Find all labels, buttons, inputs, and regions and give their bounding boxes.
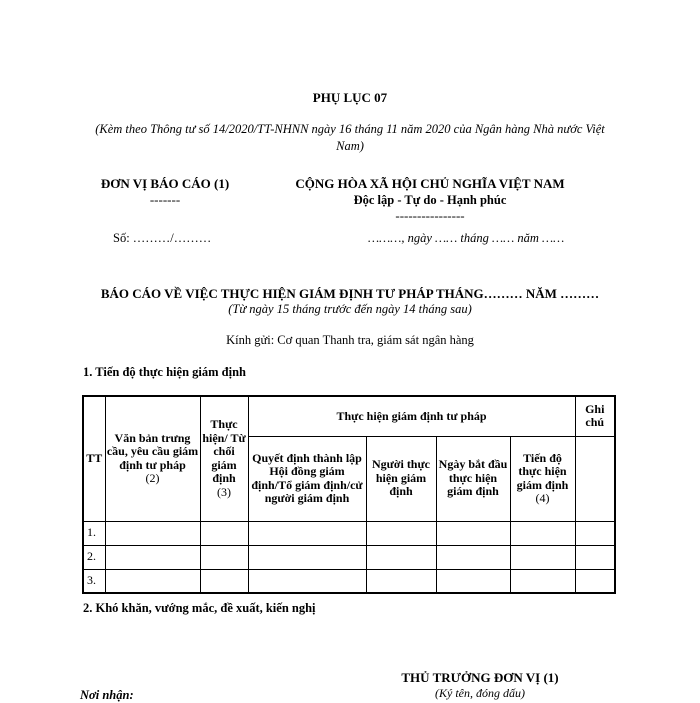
recipient-line: Kính gửi: Cơ quan Thanh tra, giám sát ngân hàng <box>226 333 474 347</box>
header-progress-number: (4) <box>535 491 550 505</box>
header-decision: Quyết định thành lập Hội đồng giám định/Tổ giám định/cử người giám định <box>248 436 366 521</box>
country-name: CỘNG HÒA XÃ HỘI CHỦ NGHĨA VIỆT NAM <box>295 176 565 191</box>
table-row <box>83 569 615 593</box>
table-cell <box>366 521 436 545</box>
header-note-blank <box>575 436 615 521</box>
table-cell <box>575 545 615 569</box>
header-start-date: Ngày bắt đầu thực hiện giám định <box>436 436 510 521</box>
table-cell <box>200 569 248 593</box>
legal-basis-note: (Kèm theo Thông tư số 14/2020/TT-NHNN ngày 16 tháng 11 năm 2020 của Ngân hàng Nhà nước Việt Nam) <box>95 122 605 153</box>
row-number: 3. <box>83 569 105 593</box>
header-tt: TT <box>83 396 105 521</box>
appendix-title: PHỤ LỤC 07 <box>312 90 388 105</box>
report-period: (Từ ngày 15 tháng trước đến ngày 14 tháng sau) <box>228 302 472 316</box>
table-cell <box>436 545 510 569</box>
table-cell <box>105 521 200 545</box>
table-cell <box>575 569 615 593</box>
header-progress-label: Tiến độ thực hiện giám định <box>516 450 569 492</box>
signer-note: (Ký tên, đóng dấu) <box>435 686 525 700</box>
table-cell <box>105 569 200 593</box>
national-header-block <box>265 176 595 224</box>
table-cell <box>510 545 575 569</box>
recipients-label: Nơi nhận: <box>80 688 134 702</box>
row-number: 2. <box>83 545 105 569</box>
reporting-unit-label: ĐƠN VỊ BÁO CÁO (1) <box>100 176 230 191</box>
table-cell <box>105 545 200 569</box>
progress-table <box>82 395 616 594</box>
header-request-document <box>105 396 200 521</box>
header-request-label: Văn bản trưng cầu, yêu cầu giám định tư pháp <box>106 430 199 472</box>
national-motto: Độc lập - Tự do - Hạnh phúc <box>353 193 507 207</box>
reporting-unit-block <box>80 176 250 208</box>
header-accept-label: Thực hiện/ Từ chối giám định <box>202 417 246 486</box>
header-request-number: (2) <box>145 471 160 486</box>
header-group-execution: Thực hiện giám định tư pháp <box>248 396 575 436</box>
report-title: BÁO CÁO VỀ VIỆC THỰC HIỆN GIÁM ĐỊNH TƯ PHÁP THÁNG……… NĂM ……… <box>100 286 600 301</box>
table-row <box>83 545 615 569</box>
place-date-line: ………, ngày …… tháng …… năm …… <box>368 231 565 245</box>
table-cell <box>200 545 248 569</box>
table-cell <box>248 521 366 545</box>
table-cell <box>366 569 436 593</box>
table-cell <box>248 545 366 569</box>
header-accept-refuse <box>200 396 248 521</box>
document-number: Số: ………/……… <box>113 231 212 245</box>
section-1-title: 1. Tiến độ thực hiện giám định <box>83 365 246 379</box>
table-cell <box>436 569 510 593</box>
signer-title: THỦ TRƯỞNG ĐƠN VỊ (1) <box>401 670 559 685</box>
table-cell <box>248 569 366 593</box>
header-accept-number: (3) <box>217 484 231 499</box>
table-row <box>83 521 615 545</box>
table-cell <box>575 521 615 545</box>
table-cell <box>436 521 510 545</box>
table-cell <box>366 545 436 569</box>
reporting-unit-divider: ------- <box>149 192 181 207</box>
table-cell <box>200 521 248 545</box>
header-assessor: Người thực hiện giám định <box>366 436 436 521</box>
table-cell <box>510 569 575 593</box>
section-2-title: 2. Khó khăn, vướng mắc, đề xuất, kiến nghị <box>83 601 316 615</box>
row-number: 1. <box>83 521 105 545</box>
header-progress <box>510 436 575 521</box>
national-divider: ---------------- <box>395 208 465 223</box>
header-note: Ghi chú <box>575 396 615 436</box>
table-cell <box>510 521 575 545</box>
